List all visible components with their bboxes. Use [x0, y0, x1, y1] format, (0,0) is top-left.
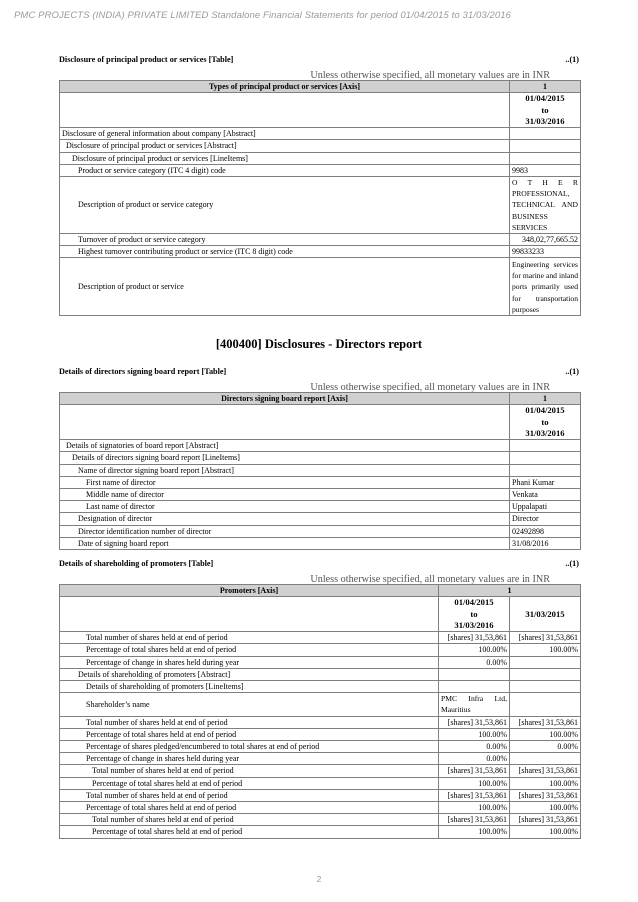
table-row-label: Shareholder’s name — [60, 693, 439, 716]
section3-period — [439, 597, 510, 632]
table-row-value-2 — [510, 681, 581, 693]
section1-title-row — [59, 55, 579, 64]
table-row-label: Percentage of shares pledged/encumbered to total shares at end of period — [60, 741, 439, 753]
section1-period — [510, 93, 581, 128]
table-row-label: Percentage of total shares held at end of period — [60, 644, 439, 656]
table-row-value-2: 100.00% — [510, 826, 581, 838]
table-row-value: [shares] 31,53,861 — [439, 632, 510, 644]
table-row-label: First name of director — [60, 476, 510, 488]
period-to: to — [541, 104, 549, 115]
table-row-label: Percentage of total shares held at end of period — [60, 728, 439, 740]
section3-title: Details of shareholding of promoters [Table] — [59, 559, 214, 568]
table-row-label: Details of directors signing board report [LineItems] — [60, 452, 510, 464]
section3-monetary-note: Unless otherwise specified, all monetary values are in INR — [310, 574, 550, 585]
table-row-value-2 — [510, 668, 581, 680]
table-row-label: Details of shareholding of promoters [LineItems] — [60, 681, 439, 693]
table-row-value-2: 100.00% — [510, 728, 581, 740]
period-to: to — [470, 608, 478, 619]
section2-title: Details of directors signing board report [Table] — [59, 367, 227, 376]
table-row-value: 9983 — [510, 164, 581, 176]
section3-axis-label: Promoters [Axis] — [60, 585, 439, 597]
section2-monetary-note: Unless otherwise specified, all monetary values are in INR — [310, 382, 550, 393]
page-number: 2 — [316, 874, 322, 884]
table-row-value: 100.00% — [439, 644, 510, 656]
page-header: PMC PROJECTS (INDIA) PRIVATE LIMITED Standalone Financial Statements for period 01/04/2015 to 31/03/2016 — [14, 10, 512, 21]
section1-monetary-note: Unless otherwise specified, all monetary values are in INR — [310, 70, 550, 81]
section3-title-row — [59, 559, 579, 568]
table-row-value: 0.00% — [439, 656, 510, 668]
table-row-label: Details of shareholding of promoters [Abstract] — [60, 668, 439, 680]
table-row-value: 31/08/2016 — [510, 537, 581, 549]
section3-period-blank — [60, 597, 439, 632]
table-row-value: 100.00% — [439, 728, 510, 740]
section2-period — [510, 405, 581, 440]
table-row-value: 0.00% — [439, 741, 510, 753]
table-row-value — [510, 440, 581, 452]
table-row-label: Disclosure of general information about company [Abstract] — [60, 128, 510, 140]
section1-axis-label: Types of principal product or services [Axis] — [60, 81, 510, 93]
table-row-value-2: 100.00% — [510, 802, 581, 814]
table-row-value: Director — [510, 513, 581, 525]
section2-period-blank — [60, 405, 510, 440]
table-row-value: Venkata — [510, 489, 581, 501]
section1-title: Disclosure of principal product or services [Table] — [59, 55, 234, 64]
table-row-label: Total number of shares held at end of period — [60, 814, 439, 826]
table-row-label: Total number of shares held at end of period — [60, 789, 439, 801]
period-to: to — [541, 416, 549, 427]
table-row-label: Designation of director — [60, 513, 510, 525]
table-row-value — [510, 128, 581, 140]
section3-period-2: 31/03/2015 — [510, 597, 581, 632]
section1-ref: ..(1) — [565, 55, 579, 64]
table-row-value-2: [shares] 31,53,861 — [510, 789, 581, 801]
table-row-value: 348,02,77,665.52 — [510, 234, 581, 246]
table-row-value: 0.00% — [439, 753, 510, 765]
table-row-value — [510, 140, 581, 152]
table-row-value — [510, 464, 581, 476]
table-row-label: Details of signatories of board report [Abstract] — [60, 440, 510, 452]
section2-axis-label: Directors signing board report [Axis] — [60, 393, 510, 405]
table-row-label: Total number of shares held at end of period — [60, 765, 439, 777]
table-row-value: O T H E R PROFESSIONAL, TECHNICAL AND BUSINESS SERVICES — [510, 177, 581, 234]
section1-axis-member: 1 — [510, 81, 581, 93]
table-row-value: 99833233 — [510, 246, 581, 258]
table-row-value — [510, 152, 581, 164]
table-row-value-2: 0.00% — [510, 741, 581, 753]
table-row-value-2: 100.00% — [510, 777, 581, 789]
table-row-value — [439, 668, 510, 680]
table-row-value: Engineering services for marine and inland ports primarily used for transportation purposes — [510, 258, 581, 316]
table-row-value: 100.00% — [439, 777, 510, 789]
table-row-value: PMC Infra Ltd, Mauritius — [439, 693, 510, 716]
table-row-label: Middle name of director — [60, 489, 510, 501]
table-row-value-2: [shares] 31,53,861 — [510, 765, 581, 777]
section2-ref: ..(1) — [565, 367, 579, 376]
table-row-value: [shares] 31,53,861 — [439, 716, 510, 728]
table-row-value: [shares] 31,53,861 — [439, 789, 510, 801]
table-row-value — [510, 452, 581, 464]
table-row-label: Director identification number of director — [60, 525, 510, 537]
table-row-value-2: 100.00% — [510, 644, 581, 656]
section1-table — [59, 80, 581, 316]
table-row-label: Disclosure of principal product or services [Abstract] — [60, 140, 510, 152]
table-row-label: Percentage of total shares held at end of period — [60, 826, 439, 838]
table-row-value: [shares] 31,53,861 — [439, 765, 510, 777]
table-row-value-2 — [510, 656, 581, 668]
table-row-value-2 — [510, 693, 581, 716]
table-row-label: Total number of shares held at end of period — [60, 716, 439, 728]
table-row-label: Product or service category (ITC 4 digit) code — [60, 164, 510, 176]
table-row-value-2: [shares] 31,53,861 — [510, 814, 581, 826]
table-row-label: Percentage of change in shares held during year — [60, 656, 439, 668]
table-row-value: 02492898 — [510, 525, 581, 537]
period-from: 01/04/2015 — [454, 597, 494, 608]
section-heading: [400400] Disclosures - Directors report — [215, 337, 423, 351]
table-row-value: 100.00% — [439, 826, 510, 838]
period-from: 01/04/2015 — [525, 405, 565, 416]
table-row-label: Description of product or service — [60, 258, 510, 316]
table-row-label: Description of product or service category — [60, 177, 510, 234]
table-row-label: Name of director signing board report [Abstract] — [60, 464, 510, 476]
section3-table — [59, 584, 581, 839]
table-row-value — [439, 681, 510, 693]
section1-period-blank — [60, 93, 510, 128]
table-row-value: 100.00% — [439, 802, 510, 814]
table-row-value: Phani Kumar — [510, 476, 581, 488]
section2-title-row — [59, 367, 579, 376]
period-until: 31/03/2016 — [525, 115, 565, 126]
table-row-label: Percentage of total shares held at end of period — [60, 777, 439, 789]
table-row-label: Last name of director — [60, 501, 510, 513]
table-row-label: Disclosure of principal product or services [LineItems] — [60, 152, 510, 164]
table-row-value-2: [shares] 31,53,861 — [510, 632, 581, 644]
table-row-label: Turnover of product or service category — [60, 234, 510, 246]
table-row-label: Total number of shares held at end of period — [60, 632, 439, 644]
period-from: 01/04/2015 — [525, 93, 565, 104]
section3-ref: ..(1) — [565, 559, 579, 568]
period-until: 31/03/2016 — [454, 619, 494, 630]
section3-axis-member: 1 — [439, 585, 581, 597]
period-until: 31/03/2016 — [525, 427, 565, 438]
table-row-value: Uppalapati — [510, 501, 581, 513]
table-row-label: Date of signing board report — [60, 537, 510, 549]
section2-axis-member: 1 — [510, 393, 581, 405]
table-row-label: Percentage of change in shares held during year — [60, 753, 439, 765]
table-row-value-2 — [510, 753, 581, 765]
table-row-value: [shares] 31,53,861 — [439, 814, 510, 826]
section2-table — [59, 392, 581, 550]
table-row-label: Highest turnover contributing product or service (ITC 8 digit) code — [60, 246, 510, 258]
table-row-value-2: [shares] 31,53,861 — [510, 716, 581, 728]
table-row-label: Percentage of total shares held at end of period — [60, 802, 439, 814]
